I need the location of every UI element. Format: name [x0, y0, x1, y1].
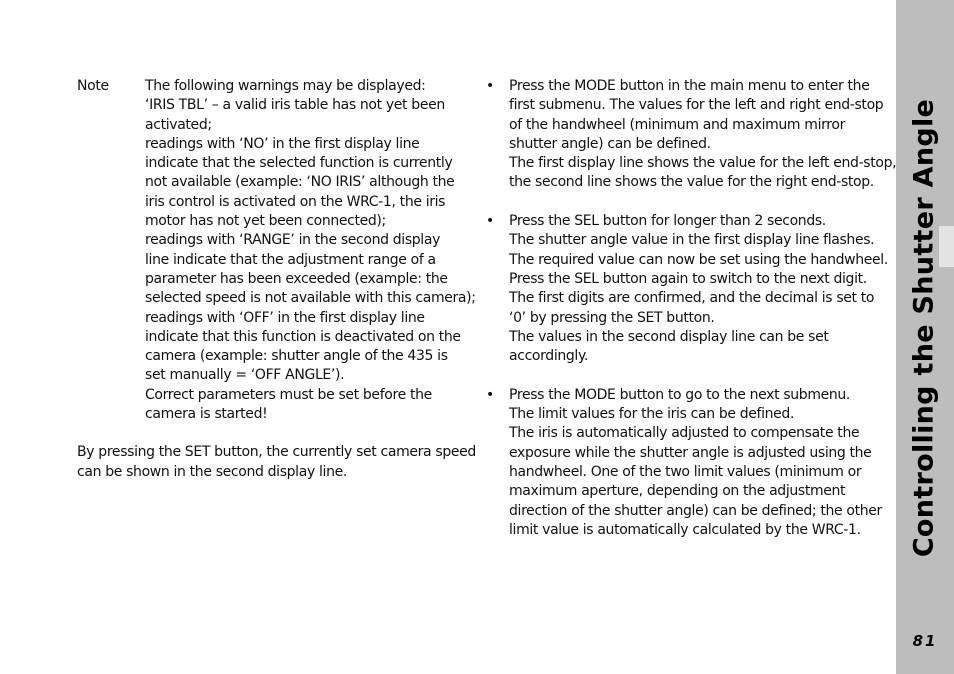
bullet-line: limit value is automatically calculated by the WRC-1. — [509, 521, 861, 538]
bullet-body — [509, 386, 882, 540]
note-line: The following warnings may be displayed: — [145, 78, 426, 94]
note-line: Correct parameters must be set before the — [145, 386, 432, 403]
note-line: ‘IRIS TBL’ – a valid iris table has not yet been — [145, 97, 445, 114]
note-line: iris control is activated on the WRC-1, the iris — [145, 193, 446, 210]
note-body — [145, 77, 476, 424]
bullet-line: accordingly. — [509, 348, 589, 365]
note-block — [77, 77, 476, 424]
note-line: motor has not yet been connected); — [145, 213, 386, 230]
bullet-line: The limit values for the iris can be defined. — [509, 406, 795, 423]
note-line: camera is started! — [145, 406, 268, 423]
note-line: line indicate that the adjustment range of a — [145, 251, 436, 268]
bullet-line: The first display line shows the value for the left end-stop, — [509, 155, 897, 172]
bullet-body — [509, 212, 888, 366]
bullet-line: Press the SEL button again to switch to the next digit. — [509, 270, 867, 287]
bullet-line: maximum aperture, depending on the adjustment — [509, 483, 846, 500]
right-column — [486, 77, 897, 559]
bullet-line: The first digits are confirmed, and the decimal is set to — [509, 290, 875, 307]
bullet-line: ‘0’ by pressing the SET button. — [509, 309, 715, 326]
chapter-title: Controlling the Shutter Angle — [908, 98, 940, 558]
bullet-line: Press the MODE button to go to the next submenu. — [509, 386, 851, 403]
note-line: camera (example: shutter angle of the 435 is — [145, 348, 448, 365]
note-line: indicate that this function is deactivated on the — [145, 328, 461, 345]
paragraph-line: By pressing the SET button, the currently set camera speed — [77, 444, 476, 461]
bullet-line: The iris is automatically adjusted to compensate the — [509, 425, 860, 442]
note-line: not available (example: ‘NO IRIS’ although the — [145, 174, 455, 191]
bullet-line: of the handwheel (minimum and maximum mirror — [509, 116, 846, 133]
note-line: activated; — [145, 116, 212, 133]
note-line: parameter has been exceeded (example: the — [145, 270, 448, 287]
bullet-line: handwheel. One of the two limit values (minimum or — [509, 463, 862, 480]
note-line: readings with ‘OFF’ in the first display line — [145, 309, 425, 326]
paragraph-line: can be shown in the second display line. — [77, 463, 347, 480]
note-label: Note — [77, 78, 109, 94]
bullet-item — [486, 77, 897, 193]
bullet-line: Press the MODE button in the main menu to enter the — [509, 78, 870, 94]
bullet-line: The required value can now be set using the handwheel. — [509, 251, 888, 268]
bullet-item — [486, 386, 881, 540]
bullet-dot-icon: • — [486, 386, 494, 403]
bullet-line: direction of the shutter angle) can be defined; the other — [509, 502, 882, 519]
page-number: 81 — [912, 632, 938, 650]
note-line: readings with ‘RANGE’ in the second display — [145, 232, 441, 249]
bullet-body — [509, 77, 896, 193]
note-line: indicate that the selected function is currently — [145, 155, 453, 172]
note-line: set manually = ‘OFF ANGLE’). — [145, 367, 345, 384]
bullet-line: Press the SEL button for longer than 2 seconds. — [509, 213, 826, 230]
chapter-tab-marker — [939, 226, 954, 267]
note-line: selected speed is not available with this camera); — [145, 290, 476, 307]
bullet-item — [486, 212, 888, 366]
bullet-dot-icon: • — [486, 78, 494, 94]
bullet-line: exposure while the shutter angle is adjusted using the — [509, 444, 872, 461]
bullet-line: the second line shows the value for the right end-stop. — [509, 174, 874, 191]
left-column — [77, 77, 476, 482]
set-button-paragraph — [77, 443, 476, 482]
bullet-line: shutter angle) can be defined. — [509, 135, 711, 152]
bullet-line: The values in the second display line can be set — [509, 328, 829, 345]
bullet-line: first submenu. The values for the left and right end-stop — [509, 97, 884, 114]
note-line: readings with ‘NO’ in the first display line — [145, 135, 420, 152]
bullet-dot-icon: • — [486, 213, 494, 230]
bullet-line: The shutter angle value in the first display line flashes. — [509, 232, 875, 249]
